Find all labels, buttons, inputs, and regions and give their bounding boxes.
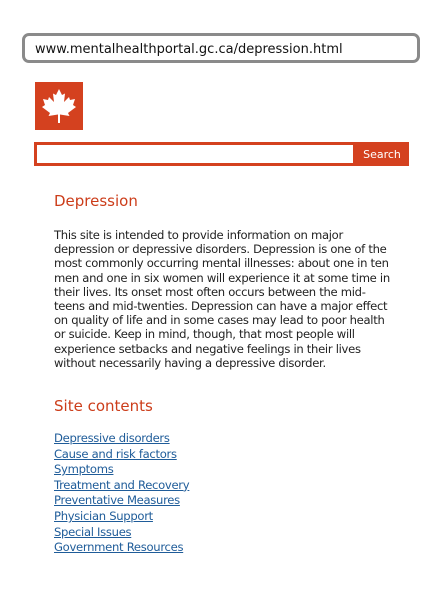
url-text[interactable]: www.mentalhealthportal.gc.ca/depression.html [35,42,343,57]
search-input[interactable] [37,145,353,163]
link-treatment-and-recovery[interactable]: Treatment and Recovery [54,477,190,492]
site-logo[interactable] [35,82,83,130]
maple-leaf-icon [39,86,79,126]
list-item [54,429,189,445]
link-depressive-disorders[interactable]: Depressive disorders [54,431,170,445]
list-item [54,523,189,539]
link-preventative-measures[interactable]: Preventative Measures [54,493,180,508]
page-title: Depression [54,192,138,210]
search-button[interactable]: Search [355,142,409,166]
link-government-resources[interactable]: Government Resources [54,540,184,555]
link-symptoms[interactable]: Symptoms [54,462,114,477]
search-bar [34,142,409,166]
link-cause-and-risk-factors[interactable]: Cause and risk factors [54,446,177,461]
address-bar[interactable] [22,33,420,63]
site-contents-heading: Site contents [54,397,153,415]
list-item [54,507,189,523]
link-physician-support[interactable]: Physician Support [54,508,153,523]
link-special-issues[interactable]: Special Issues [54,524,132,539]
list-item [54,445,189,461]
list-item [54,476,189,492]
site-contents-list [54,429,189,554]
intro-paragraph: This site is intended to provide information on major depression or depressive disorders. Depression is one of the most commonly occurring mental illnesses: about one in ten men and one in six women will experience it at some time in their lives. Its onset most often occurs between the mid-teens and mid-twenties. Depression can have a major effect on quality of life and in some cases may lead to poor health or suicide. Keep in mind, though, that most people will experience setbacks and negative feelings in their lives without necessarily having a depressive disorder. [54,228,390,370]
list-item [54,538,189,554]
list-item [54,491,189,507]
list-item [54,460,189,476]
